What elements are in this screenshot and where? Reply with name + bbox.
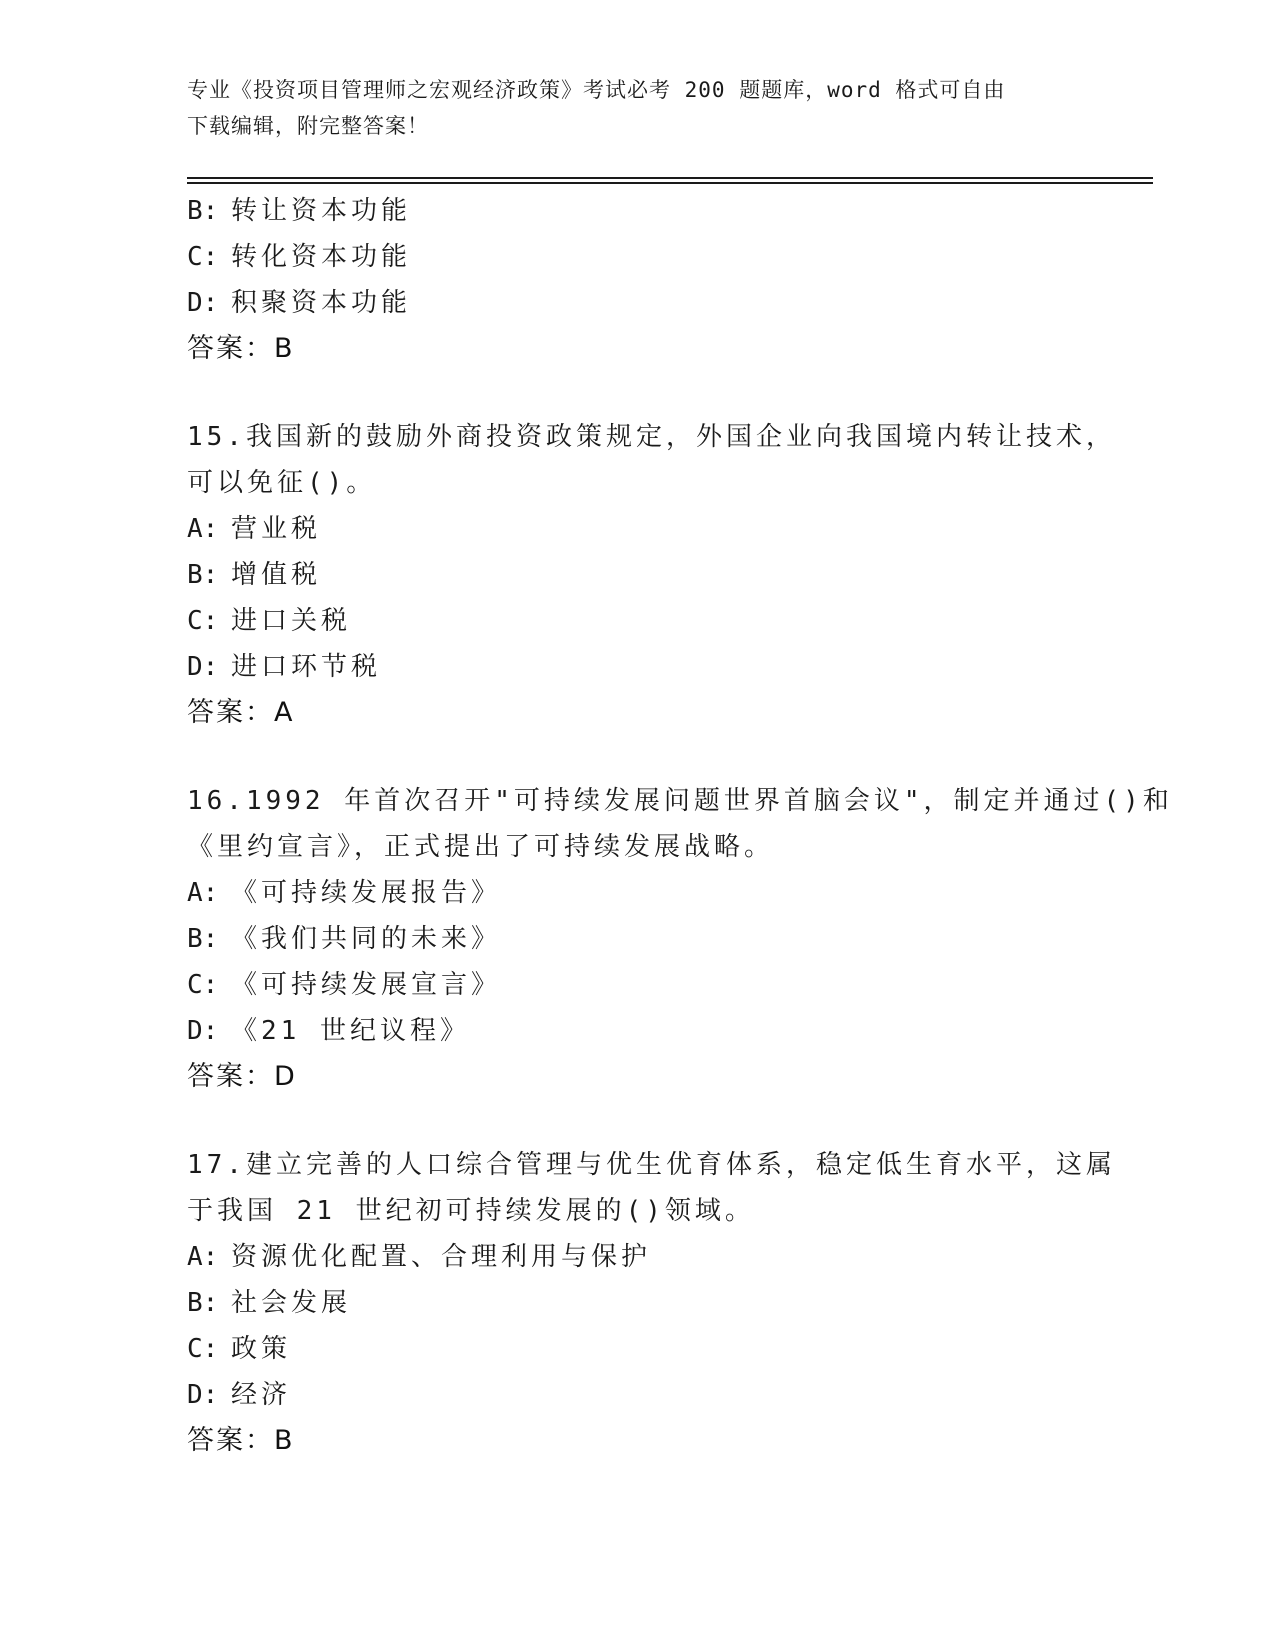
option-a bbox=[187, 870, 1087, 916]
option-key: D: bbox=[187, 1016, 219, 1046]
option-key: A: bbox=[187, 514, 219, 544]
option-key: A: bbox=[187, 878, 219, 908]
option-text: 经济 bbox=[231, 1380, 292, 1410]
answer-line: 答案：B bbox=[187, 1425, 295, 1456]
option-c bbox=[187, 1326, 1087, 1372]
question-stem-line: 15.我国新的鼓励外商投资政策规定，外国企业向我国境内转让技术， bbox=[187, 422, 1116, 452]
question-stem-line: 《里约宣言》，正式提出了可持续发展战略。 bbox=[187, 832, 775, 862]
option-text: 《我们共同的未来》 bbox=[231, 924, 502, 954]
option-b bbox=[187, 552, 1087, 598]
question-stem-line: 17.建立完善的人口综合管理与优生优育体系，稳定低生育水平，这属 bbox=[187, 1150, 1116, 1180]
question-stem-line: 于我国 21 世纪初可持续发展的()领域。 bbox=[187, 1196, 755, 1226]
option-key: D: bbox=[187, 1380, 219, 1410]
option-text: 转让资本功能 bbox=[231, 196, 412, 226]
option-text: 增值税 bbox=[231, 560, 322, 590]
header-line-2: 下载编辑，附完整答案！ bbox=[187, 114, 429, 138]
option-text: 社会发展 bbox=[231, 1288, 352, 1318]
option-d bbox=[187, 1372, 1087, 1418]
question-15 bbox=[187, 414, 1116, 736]
answer-line: 答案：B bbox=[187, 333, 295, 364]
option-key: D: bbox=[187, 288, 219, 318]
option-b bbox=[187, 1280, 1087, 1326]
option-d bbox=[187, 280, 1087, 326]
option-key: C: bbox=[187, 970, 219, 1000]
question-stem-line: 可以免征()。 bbox=[187, 468, 377, 498]
option-key: B: bbox=[187, 560, 219, 590]
option-text: 《21 世纪议程》 bbox=[231, 1016, 470, 1046]
option-text: 《可持续发展报告》 bbox=[231, 878, 502, 908]
option-a bbox=[187, 506, 1087, 552]
option-key: B: bbox=[187, 1288, 219, 1318]
option-d bbox=[187, 1008, 1087, 1054]
option-b bbox=[187, 188, 1087, 234]
option-key: B: bbox=[187, 924, 219, 954]
question-16 bbox=[187, 778, 1173, 1100]
option-text: 资源优化配置、合理利用与保护 bbox=[231, 1242, 652, 1272]
option-c bbox=[187, 962, 1087, 1008]
option-text: 政策 bbox=[231, 1334, 292, 1364]
option-key: C: bbox=[187, 1334, 219, 1364]
option-key: C: bbox=[187, 606, 219, 636]
header-divider-bottom bbox=[187, 182, 1153, 184]
header-line-1: 专业《投资项目管理师之宏观经济政策》考试必考 200 题题库，word 格式可自由 bbox=[187, 78, 1006, 102]
document-header bbox=[187, 72, 1067, 144]
option-key: A: bbox=[187, 1242, 219, 1272]
option-text: 进口环节税 bbox=[231, 652, 382, 682]
option-text: 进口关税 bbox=[231, 606, 352, 636]
option-b bbox=[187, 916, 1087, 962]
answer-line: 答案：A bbox=[187, 697, 295, 728]
option-text: 积聚资本功能 bbox=[231, 288, 412, 318]
option-c bbox=[187, 234, 1087, 280]
option-d bbox=[187, 644, 1087, 690]
question-17 bbox=[187, 1142, 1116, 1464]
option-a bbox=[187, 1234, 1087, 1280]
option-c bbox=[187, 598, 1087, 644]
answer-line: 答案：D bbox=[187, 1061, 297, 1092]
option-text: 营业税 bbox=[231, 514, 322, 544]
option-key: C: bbox=[187, 242, 219, 272]
question-stem-line: 16.1992 年首次召开"可持续发展问题世界首脑会议"，制定并通过()和 bbox=[187, 786, 1173, 816]
option-text: 《可持续发展宣言》 bbox=[231, 970, 502, 1000]
partial-question bbox=[187, 188, 1087, 372]
document-body bbox=[187, 188, 1173, 1464]
option-key: B: bbox=[187, 196, 219, 226]
option-text: 转化资本功能 bbox=[231, 242, 412, 272]
header-divider-top bbox=[187, 177, 1153, 179]
option-key: D: bbox=[187, 652, 219, 682]
